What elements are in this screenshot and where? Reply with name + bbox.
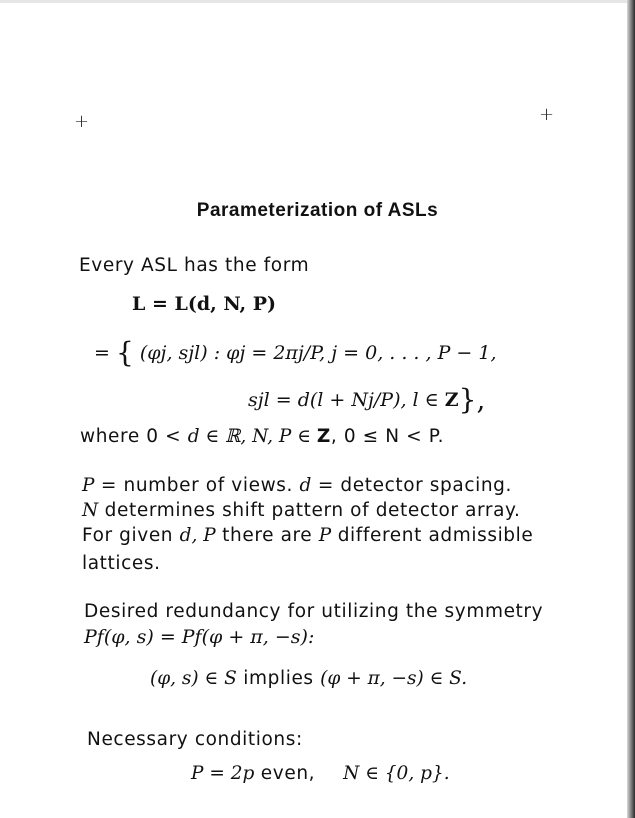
para1-line1 <box>82 475 512 496</box>
equals-sign: = <box>94 342 116 364</box>
symbol-N: N <box>82 500 99 521</box>
symbol-dP: d, P <box>179 525 216 546</box>
page-top-edge <box>0 0 635 3</box>
condition-even: P = 2p <box>191 763 255 784</box>
where-clause <box>80 426 444 447</box>
necessary-conditions-heading: Necessary conditions: <box>87 729 303 750</box>
para1-line3 <box>82 525 533 546</box>
para2-line1: Desired redundancy for utilizing the symmetry <box>84 601 544 622</box>
shift-pattern-text: determines shift pattern of detector array. <box>98 500 521 521</box>
admissible-text: different admissible <box>331 525 534 546</box>
para1-line2 <box>82 500 520 521</box>
symmetry-equation: Pf(φ, s) = Pf(φ + π, −s): <box>84 626 315 648</box>
implication-premise: (φ, s) ∈ S <box>150 668 237 689</box>
given-text: For given <box>82 525 180 546</box>
equation-set-line-1 <box>94 336 497 369</box>
equation-set-line-2 <box>248 383 485 416</box>
symbol-P: P <box>82 475 95 496</box>
spacing-text: = detector spacing. <box>311 475 512 496</box>
page-right-edge <box>627 0 635 818</box>
set-definition-second: sjl = d(l + Nj/P), l ∈ <box>248 389 445 411</box>
even-text: even, <box>254 763 316 784</box>
registration-mark-right: + <box>539 104 555 125</box>
brace-close: }, <box>458 383 486 416</box>
registration-mark-left: + <box>74 111 90 132</box>
where-bounds: , 0 ≤ N < P. <box>330 426 445 447</box>
implication-conclusion: (φ + π, −s) ∈ S. <box>320 668 468 689</box>
lattice-symbol: L = L(d, N, P) <box>132 293 277 315</box>
where-prefix: where 0 < <box>80 426 188 447</box>
set-definition-first: (φj, sjl) : φj = 2πj/P, j = 0, . . . , P − 1, <box>139 342 497 364</box>
symbol-d: d <box>299 475 312 496</box>
implication-line <box>150 668 467 689</box>
condition-N: N ∈ {0, p}. <box>343 763 450 784</box>
slide-title: Parameterization of ASLs <box>196 200 439 221</box>
conditions-line <box>191 763 450 784</box>
integers-symbol: Z <box>444 389 459 411</box>
equation-lattice-def <box>132 293 276 315</box>
implies-text: implies <box>236 668 321 689</box>
where-domain: d ∈ ℝ, N, P ∈ <box>187 426 317 447</box>
there-are-text: there are <box>215 525 319 546</box>
intro-text: Every ASL has the form <box>79 255 310 276</box>
where-integers: Z <box>316 426 331 447</box>
brace-open: { <box>115 336 134 369</box>
symbol-P-count: P <box>318 525 332 546</box>
para1-line4: lattices. <box>82 553 161 574</box>
views-text: = number of views. <box>94 475 300 496</box>
